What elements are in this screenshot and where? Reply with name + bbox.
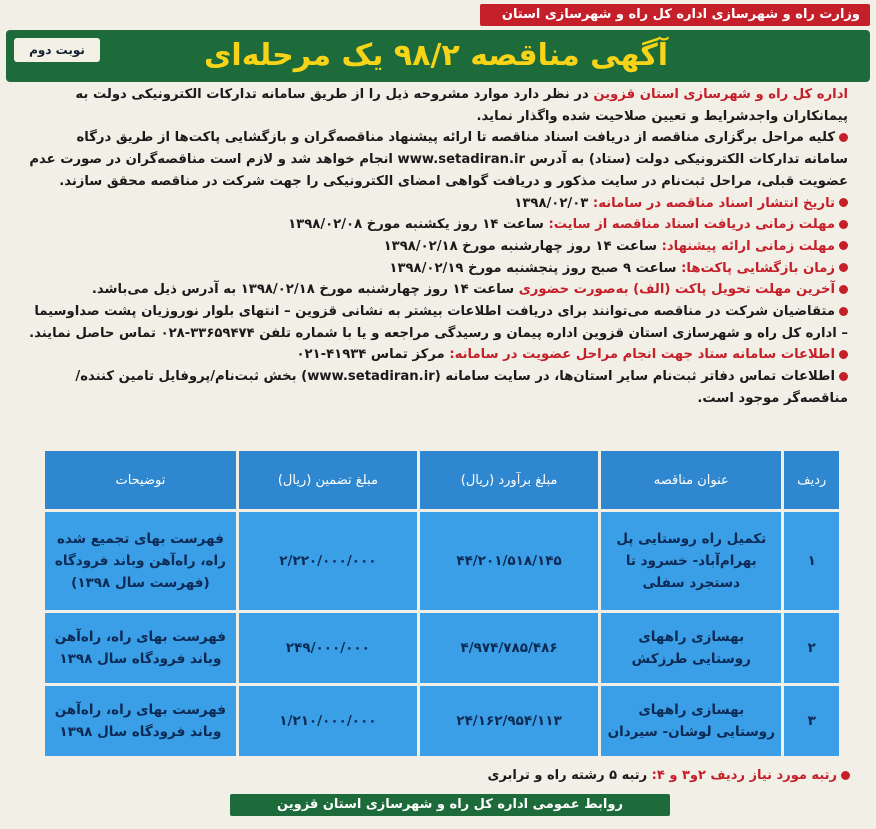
title-banner: [6, 30, 870, 82]
table-row: [44, 685, 841, 758]
page-title: آگهی مناقصه ۹۸/۲ یک مرحله‌ای: [203, 38, 669, 73]
turn-badge: نوبت دوم: [14, 38, 100, 62]
applicants-note-text: متقاضیان شرکت در مناقصه می‌توانند برای دریافت اطلاعات بیشتر به نشانی قزوین – انتهای بلوار نوروزیان پشت صداوسیما – اداره کل راه و شهرسازی استان قزوین اداره پیمان و رسیدگی مراجعه و یا با شماره تلفن ۳۳۶۵۹۴۷۴-۰۲۸ تماس حاصل نمایند.: [29, 304, 848, 341]
header-guarantee: مبلغ تضمین (ریال): [237, 450, 418, 511]
bullet-icon: [841, 771, 850, 780]
cell-title: بهسازی راههای روستایی لوشان- سیردان: [600, 685, 783, 758]
cell-description: فهرست بهای راه، راه‌آهن وباند فرودگاه سال ۱۳۹۸: [44, 612, 238, 685]
header-row-number: ردیف: [783, 450, 841, 511]
bullet-icon: [839, 241, 848, 250]
cell-row-number: ۱: [783, 511, 841, 612]
schedule-label: آخرین مهلت تحویل پاکت (الف) به‌صورت حضوری: [518, 282, 835, 298]
table-row: [44, 612, 841, 685]
schedule-label: زمان بازگشایی پاکت‌ها:: [681, 260, 835, 276]
cell-guarantee: ۱/۲۱۰/۰۰۰/۰۰۰: [237, 685, 418, 758]
schedule-label: تاریخ انتشار اسناد مناقصه در سامانه:: [592, 195, 835, 211]
bullet-icon: [839, 307, 848, 316]
schedule-label: مهلت زمانی دریافت اسناد مناقصه از سایت:: [548, 217, 835, 233]
schedule-item: [28, 279, 848, 301]
cell-title: تکمیل راه روستایی پل بهرام‌آباد- خسرود تا دستجرد سفلی: [600, 511, 783, 612]
cell-row-number: ۲: [783, 612, 841, 685]
cell-description: فهرست بهای تجمیع شده راه، راه‌آهن وباند فرودگاه (فهرست سال ۱۳۹۸): [44, 511, 238, 612]
bullet-icon: [839, 285, 848, 294]
schedule-label: مهلت زمانی ارائه پیشنهاد:: [661, 238, 835, 254]
bullet-icon: [839, 372, 848, 381]
setad-contact-value: مرکز تماس ۴۱۹۳۴-۰۲۱: [296, 347, 450, 363]
cell-guarantee: ۲۴۹/۰۰۰/۰۰۰: [237, 612, 418, 685]
bullet-icon: [839, 350, 848, 359]
cell-guarantee: ۲/۲۲۰/۰۰۰/۰۰۰: [237, 511, 418, 612]
table-header-row: [44, 450, 841, 511]
notice-body: [28, 84, 848, 410]
ministry-bar: وزارت راه و شهرسازی اداره کل راه و شهرسازی استان: [480, 4, 870, 26]
header-description: توضیحات: [44, 450, 238, 511]
setad-note-text: کلیه مراحل برگزاری مناقصه از دریافت اسناد مناقصه تا ارائه پیشنهاد مناقصه‌گران و بازگشایی پاکت‌ها از طریق درگاه سامانه تدارکات الکترونیکی دولت (ستاد) به آدرس www.setadiran.ir انجام خواهد شد و لازم است مناقصه‌گران در صورت عدم عضویت قبلی، مراحل ثبت‌نام در سایت مذکور و دریافت گواهی امضای الکترونیکی را جهت شرکت در مناقصه محقق سازند.: [29, 130, 848, 189]
setad-note: [28, 127, 848, 192]
setad-contact: [28, 344, 848, 366]
offices-note-text: اطلاعات تماس دفاتر ثبت‌نام سایر استان‌ها، در سایت سامانه (www.setadiran.ir) بخش ثبت‌نام/پروفایل تامین کننده/مناقصه‌گر موجود است.: [75, 369, 848, 406]
schedule-value: ساعت ۱۴ روز چهارشنبه مورخ ۱۳۹۸/۰۲/۱۸ به آدرس ذیل می‌باشد.: [91, 282, 519, 298]
applicants-note: [28, 301, 848, 344]
schedule-value: ساعت ۹ صبح روز پنجشنبه مورخ ۱۳۹۸/۰۲/۱۹: [389, 260, 682, 276]
cell-description: فهرست بهای راه، راه‌آهن وباند فرودگاه سال ۱۳۹۸: [44, 685, 238, 758]
schedule-item: [28, 193, 848, 215]
cell-estimate: ۴۴/۲۰۱/۵۱۸/۱۴۵: [418, 511, 599, 612]
intro-text: در نظر دارد موارد مشروحه ذیل را از طریق سامانه تدارکات الکترونیکی دولت به پیمانکاران واجدشرایط و تعیین صلاحیت شده واگذار نماید.: [75, 87, 848, 124]
tender-table: [42, 448, 842, 759]
cell-estimate: ۲۴/۱۶۲/۹۵۴/۱۱۳: [418, 685, 599, 758]
bullet-icon: [839, 133, 848, 142]
table-row: [44, 511, 841, 612]
bullet-icon: [839, 198, 848, 207]
schedule-item: [28, 214, 848, 236]
required-grade: [470, 768, 850, 783]
schedule-value: ساعت ۱۴ روز یکشنبه مورخ ۱۳۹۸/۰۲/۰۸: [288, 217, 549, 233]
grade-label: رتبه مورد نیاز ردیف ۲و۳ و ۴:: [651, 768, 837, 783]
offices-note: [28, 366, 848, 409]
intro-paragraph: [28, 84, 848, 127]
schedule-value: ۱۳۹۸/۰۲/۰۳: [514, 195, 593, 211]
footer-bar: روابط عمومی اداره کل راه و شهرسازی استان قزوین: [230, 794, 670, 816]
header-title: عنوان مناقصه: [600, 450, 783, 511]
schedule-item: [28, 258, 848, 280]
bullet-icon: [839, 263, 848, 272]
setad-contact-label: اطلاعات سامانه ستاد جهت انجام مراحل عضویت در سامانه:: [449, 347, 835, 363]
header-estimate: مبلغ برآورد (ریال): [418, 450, 599, 511]
intro-org: اداره کل راه و شهرسازی استان قزوین: [593, 87, 848, 102]
schedule-item: [28, 236, 848, 258]
grade-value: رتبه ۵ رشته راه و ترابری: [487, 768, 652, 783]
bullet-icon: [839, 220, 848, 229]
cell-row-number: ۳: [783, 685, 841, 758]
schedule-value: ساعت ۱۴ روز چهارشنبه مورخ ۱۳۹۸/۰۲/۱۸: [383, 238, 662, 254]
cell-estimate: ۴/۹۷۴/۷۸۵/۴۸۶: [418, 612, 599, 685]
cell-title: بهسازی راههای روستایی طرزکش: [600, 612, 783, 685]
